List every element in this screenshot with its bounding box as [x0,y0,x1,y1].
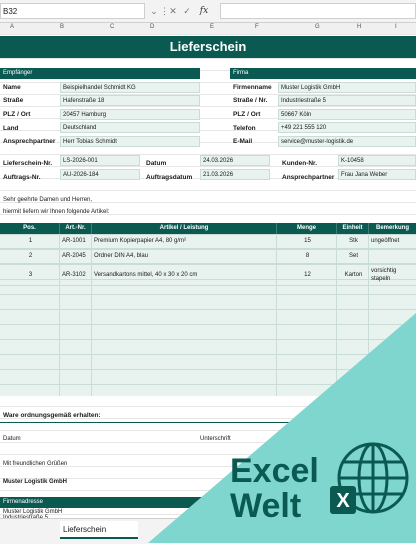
row-description: Versandkartons mittel, 40 x 30 x 20 cm [92,264,277,285]
insert-function-button[interactable]: fx [199,6,209,16]
row-art-no: AR-1001 [60,234,92,248]
column-header[interactable]: C [110,24,115,30]
customer-no-field[interactable]: K-10458 [338,155,416,166]
header-note: Bemerkung [375,225,409,231]
company-zip-label: PLZ / Ort [233,111,261,118]
sheet-tab-lieferschein[interactable]: Lieferschein [60,521,138,539]
order-no-label: Auftrags-Nr. [3,174,41,181]
company-email-label: E-Mail [233,138,253,145]
column-header[interactable]: A [10,24,15,30]
recipient-name-field[interactable]: Beispielhandel Schmidt KG [60,82,200,93]
intro-text: hiermit liefern wir Ihnen folgende Artikel: [3,209,110,215]
row-description: Premium Kopierpapier A4, 80 g/m² [92,234,277,248]
row-unit: Stk [337,234,369,248]
column-header[interactable]: I [395,24,397,30]
contact-label: Ansprechpartner [282,174,335,181]
recipient-header: Empfänger [0,68,200,79]
recipient-zip-label: PLZ / Ort [3,111,31,118]
row-quantity: 12 [277,264,337,285]
delivery-no-label: Lieferschein-Nr. [3,160,53,167]
row-pos: 1 [0,234,60,248]
column-header[interactable]: B [60,24,65,30]
order-date-label: Auftragsdatum [146,174,193,181]
delivery-no-field[interactable]: LS-2026-001 [60,155,140,166]
recipient-contact-label: Ansprechpartner [3,138,56,145]
recipient-street-field[interactable]: Hafenstraße 18 [60,95,200,106]
recipient-country-field[interactable]: Deutschland [60,122,200,133]
column-header[interactable]: D [150,24,155,30]
row-unit: Karton [337,264,369,285]
column-header[interactable]: E [210,24,215,30]
contact-field[interactable]: Frau Jana Weber [338,169,416,180]
closing-text: Mit freundlichen Grüßen [3,461,68,467]
customer-no-label: Kunden-Nr. [282,160,318,167]
company-street-field[interactable]: Industriestraße 5 [278,95,416,106]
header-pos: Pos. [0,223,60,234]
header-article: Artikel / Leistung [92,223,277,234]
logo-excel: Excel [230,452,319,490]
row-note: ungeöffnet [371,238,400,244]
row-quantity: 8 [277,249,337,263]
company-header: Firma [230,68,416,79]
column-header[interactable]: F [255,24,259,30]
recipient-zip-field[interactable]: 20457 Hamburg [60,109,200,120]
recipient-street-label: Straße [3,97,24,104]
date-label: Datum [146,160,167,167]
header-art-no: Art.-Nr. [60,223,92,234]
row-art-no: AR-3102 [60,264,92,285]
row-pos: 3 [0,264,60,285]
name-box[interactable]: B32 [0,3,145,19]
order-no-field[interactable]: AU-2026-184 [60,169,140,180]
header-quantity: Menge [277,223,337,234]
company-sign-text: Muster Logistik GmbH [3,479,68,485]
order-date-field[interactable]: 21.03.2026 [200,169,270,180]
company-name-label: Firmenname [233,84,272,91]
date-field[interactable]: 24.03.2026 [200,155,270,166]
signature-label: Unterschrift [200,436,231,442]
company-street-label: Straße / Nr. [233,97,268,104]
row-note: vorsichtig stapeln [371,268,397,282]
cancel-icon[interactable]: ✕ [169,6,177,16]
date-sign-label: Datum [3,436,21,442]
row-quantity: 15 [277,234,337,248]
received-label: Ware ordnungsgemäß erhalten: [3,412,101,419]
page-title: Lieferschein [0,36,416,58]
row-pos: 2 [0,249,60,263]
name-box-dropdown-icon[interactable]: ⌄ [150,6,158,16]
logo-welt: Welt [230,487,302,525]
company-phone-label: Telefon [233,125,256,132]
row-description: Ordner DIN A4, blau [92,249,277,263]
logo-badge: X [336,490,350,512]
row-unit: Set [337,249,369,263]
column-header[interactable]: G [315,24,320,30]
recipient-contact-field[interactable]: Herr Tobias Schmidt [60,136,200,147]
footer-line1: Muster Logistik GmbH [3,509,63,515]
header-unit: Einheit [337,223,369,234]
column-header[interactable]: H [357,24,362,30]
footer-header: Firmenadresse [0,497,416,508]
row-art-no: AR-2045 [60,249,92,263]
company-phone-field[interactable]: +49 221 555 120 [278,122,416,133]
recipient-name-label: Name [3,84,21,91]
company-zip-field[interactable]: 50667 Köln [278,109,416,120]
greeting-text: Sehr geehrte Damen und Herren, [3,197,93,203]
formula-bar-divider-icon: ⋮ [160,6,169,16]
company-email-field[interactable]: service@muster-logistik.de [278,136,416,147]
company-name-field[interactable]: Muster Logistik GmbH [278,82,416,93]
confirm-icon[interactable]: ✓ [183,6,191,16]
recipient-country-label: Land [3,125,19,132]
